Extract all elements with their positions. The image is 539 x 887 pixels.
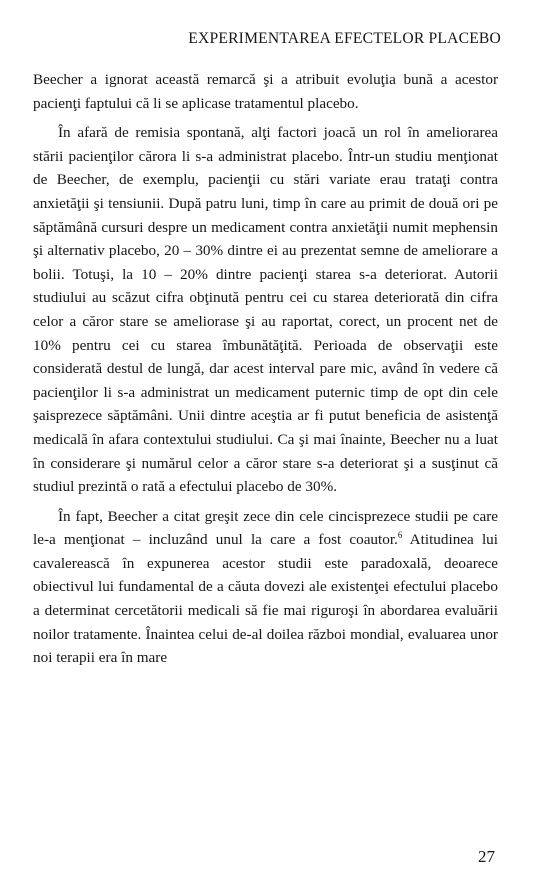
paragraph-2: În afară de remisia spontană, alţi factori joacă un rol în ameliorarea stării pacienţilor cărora li s-a administrat placebo. Într-un studiu menţionat de Beecher, de exemplu, pacienţii cu stări variate erau trataţi contra anxietăţii şi tensiunii. După patru luni, timp în care au primit de două ori pe săptămână cursuri despre un medicament contra anxietăţii numit mephensin şi alternativ placebo, 20 – 30% dintre ei au prezentat semne de ameliorare a bolii. Totuşi, la 10 – 20% dintre pacienţi starea s-a deteriorat. Autorii studiului au scăzut cifra obţinută pentru cei cu starea deteriorată din cifra celor a căror stare se ameliorase şi au raportat, corect, un procent net de 10% pentru cei cu starea îmbunătăţită. Perioada de observaţii este considerată destul de lungă, dar acest interval pare mic, având în vedere că pacienţilor li s-a administrat un medicament puternic timp de opt din cele şaisprezece săptămâni. Unii dintre aceştia ar fi putut beneficia de asistenţă medicală în afara contextului studiului. Ca şi mai înainte, Beecher nu a luat în considerare şi numărul celor a căror stare s-a deteriorat şi a susţinut că studiul prezintă o rată a efectului placebo de 30%.	[33, 124, 498, 496]
paragraph-3-text-a: În fapt, Beecher a citat greşit zece din cele cincisprezece studii pe care le-a menţionat – incluzând unul la care a fost coautor.	[33, 507, 498, 549]
paragraph-3	[33, 505, 498, 670]
body-text	[33, 68, 498, 670]
page-number: 27	[478, 847, 495, 866]
paragraph-1: Beecher a ignorat această remarcă şi a atribuit evoluţia bună a acestor pacienţi faptului că li se aplicase tratamentul placebo.	[33, 71, 498, 112]
running-header: EXPERIMENTAREA EFECTELOR PLACEBO	[188, 30, 501, 47]
paragraph-3-text-b: Atitudinea lui cavalerească în expunerea acestor studii este paradoxală, deoarece obiectivul lui fundamental de a căuta dovezi ale existenţei efectului placebo a determinat cercetătorii medicali să fie mai riguroşi în abordarea evaluării noilor tratamente. Înaintea celui de-al doilea război mondial, evaluarea unor noi terapii era în mare	[33, 531, 498, 667]
footnote-marker: 6	[397, 530, 403, 541]
